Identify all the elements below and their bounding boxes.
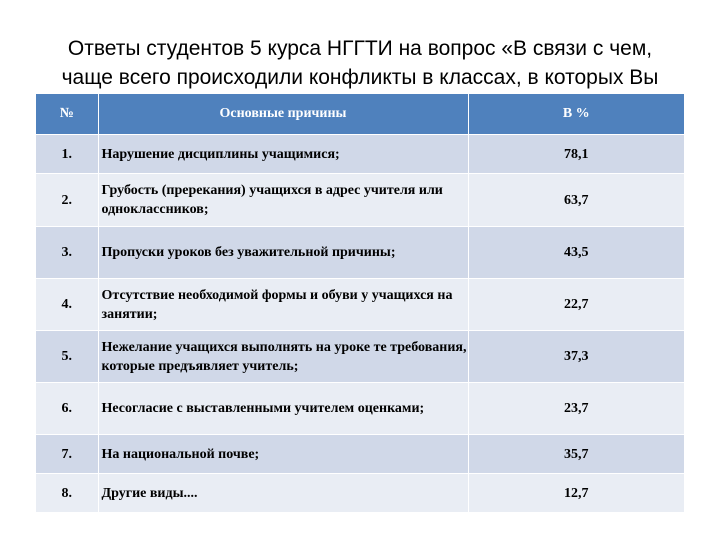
row-number: 6. xyxy=(36,383,98,435)
row-percent: 12,7 xyxy=(468,474,684,513)
title-line-1: Ответы студентов 5 курса НГГТИ на вопрос «В связи с чем, xyxy=(67,37,653,60)
row-number: 4. xyxy=(36,279,98,331)
row-reason: Нежелание учащихся выполнять на уроке те требования, которые предъявляет учитель; xyxy=(98,331,468,383)
row-percent: 22,7 xyxy=(468,279,684,331)
row-percent: 35,7 xyxy=(468,435,684,474)
table-row xyxy=(36,135,684,174)
row-reason: Другие виды.... xyxy=(98,474,468,513)
header-reasons: Основные причины xyxy=(98,94,468,135)
table-row xyxy=(36,331,684,383)
table-row xyxy=(36,474,684,513)
table-row xyxy=(36,435,684,474)
row-percent: 43,5 xyxy=(468,227,684,279)
table-header-row xyxy=(36,94,684,135)
table-row xyxy=(36,227,684,279)
header-percent: В % xyxy=(468,94,684,135)
row-percent: 23,7 xyxy=(468,383,684,435)
row-reason: Нарушение дисциплины учащимися; xyxy=(98,135,468,174)
table-row xyxy=(36,279,684,331)
row-number: 3. xyxy=(36,227,98,279)
row-reason: Отсутствие необходимой формы и обуви у учащихся на занятии; xyxy=(98,279,468,331)
row-number: 8. xyxy=(36,474,98,513)
row-percent: 63,7 xyxy=(468,174,684,227)
header-number: № xyxy=(36,94,98,135)
row-reason: Пропуски уроков без уважительной причины; xyxy=(98,227,468,279)
row-reason: На национальной почве; xyxy=(98,435,468,474)
slide-title xyxy=(20,34,700,94)
row-number: 5. xyxy=(36,331,98,383)
row-reason: Грубость (пререкания) учащихся в адрес учителя или одноклассников; xyxy=(98,174,468,227)
row-number: 1. xyxy=(36,135,98,174)
row-number: 2. xyxy=(36,174,98,227)
table-row xyxy=(36,174,684,227)
table-row xyxy=(36,383,684,435)
conflict-causes-table xyxy=(36,94,684,512)
row-percent: 37,3 xyxy=(468,331,684,383)
title-line-2: чаще всего происходили конфликты в классах, в которых Вы xyxy=(61,66,659,89)
row-percent: 78,1 xyxy=(468,135,684,174)
row-reason: Несогласие с выставленными учителем оценками; xyxy=(98,383,468,435)
row-number: 7. xyxy=(36,435,98,474)
